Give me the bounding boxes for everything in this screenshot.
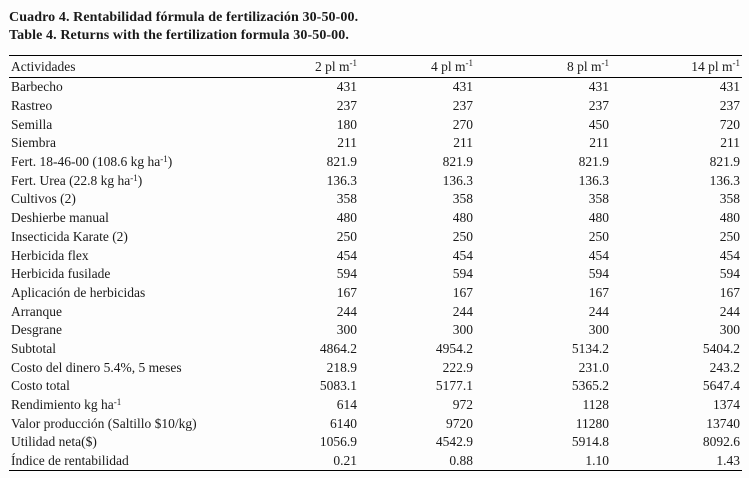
cell-value: 431 bbox=[719, 79, 740, 95]
cell-value: 431 bbox=[588, 79, 609, 95]
cell-value: 11280 bbox=[575, 415, 609, 431]
row-label: Cultivos (2) bbox=[11, 191, 76, 207]
cell-value: 5177.1 bbox=[435, 378, 473, 394]
cell-value: 244 bbox=[336, 303, 357, 319]
table-row bbox=[9, 246, 742, 265]
cell-value: 454 bbox=[719, 247, 740, 263]
table-row bbox=[9, 414, 742, 433]
cell-value: 972 bbox=[452, 397, 473, 413]
table-caption bbox=[9, 9, 741, 44]
cell-value: 231.0 bbox=[578, 359, 609, 375]
cell-value: 237 bbox=[452, 98, 473, 114]
cell-value: 211 bbox=[453, 135, 473, 151]
row-label: Semilla bbox=[11, 116, 53, 132]
cell-value: 358 bbox=[588, 191, 609, 207]
cell-value: 300 bbox=[336, 322, 357, 338]
cell-value: 211 bbox=[589, 135, 609, 151]
cell-value: 5083.1 bbox=[319, 378, 357, 394]
table-row bbox=[9, 134, 742, 153]
table-row bbox=[9, 153, 742, 172]
row-label: Herbicida fusilade bbox=[11, 266, 111, 282]
cell-value: 1128 bbox=[582, 397, 609, 413]
cell-value: 5914.8 bbox=[571, 434, 609, 450]
table-row bbox=[9, 340, 742, 359]
row-label: Subtotal bbox=[11, 340, 57, 356]
cell-value: 4864.2 bbox=[319, 340, 357, 356]
row-label: Arranque bbox=[11, 303, 62, 319]
table-row bbox=[9, 452, 742, 471]
cell-value: 358 bbox=[452, 191, 473, 207]
row-label: Fert. 18-46-00 (108.6 kg $ha^{-1}$) bbox=[11, 154, 173, 170]
cell-value: 244 bbox=[452, 303, 473, 319]
cell-value: 136.3 bbox=[326, 172, 357, 188]
cell-value: 13740 bbox=[706, 415, 740, 431]
cell-value: 270 bbox=[452, 116, 473, 132]
table-row bbox=[9, 265, 742, 284]
cell-value: 480 bbox=[336, 210, 357, 226]
cell-value: 237 bbox=[336, 98, 357, 114]
column-header-plant-density: 8 pl $m^{-1}$ bbox=[566, 58, 609, 74]
cell-value: 454 bbox=[336, 247, 357, 263]
row-label: Utilidad neta($) bbox=[11, 434, 97, 450]
table-row bbox=[9, 228, 742, 247]
cell-value: 136.3 bbox=[578, 172, 609, 188]
cell-value: 480 bbox=[452, 210, 473, 226]
cell-value: 5134.2 bbox=[571, 340, 609, 356]
row-label: Costo total bbox=[11, 378, 70, 394]
table-row bbox=[9, 97, 742, 116]
table-row bbox=[9, 171, 742, 190]
table-row bbox=[9, 396, 742, 415]
cell-value: 300 bbox=[719, 322, 740, 338]
table-row bbox=[9, 321, 742, 340]
cell-value: 244 bbox=[588, 303, 609, 319]
cell-value: 218.9 bbox=[326, 359, 357, 375]
cell-value: 244 bbox=[719, 303, 740, 319]
cell-value: 4542.9 bbox=[435, 434, 473, 450]
table-row bbox=[9, 190, 742, 209]
column-header-plant-density: 14 pl $m^{-1}$ bbox=[691, 58, 740, 74]
cell-value: 5404.2 bbox=[702, 340, 740, 356]
cell-value: 9720 bbox=[446, 415, 473, 431]
row-label: Barbecho bbox=[11, 79, 63, 95]
cell-value: 8092.6 bbox=[702, 434, 740, 450]
cell-value: 1056.9 bbox=[319, 434, 357, 450]
cell-value: 821.9 bbox=[709, 154, 740, 170]
table-row bbox=[9, 284, 742, 303]
cell-value: 594 bbox=[336, 266, 357, 282]
cell-value: 250 bbox=[588, 228, 609, 244]
cell-value: 250 bbox=[336, 228, 357, 244]
row-label: Índice de rentabilidad bbox=[11, 453, 129, 469]
cell-value: 300 bbox=[452, 322, 473, 338]
table-row bbox=[9, 209, 742, 228]
cell-value: 454 bbox=[452, 247, 473, 263]
cell-value: 720 bbox=[719, 116, 740, 132]
cell-value: 5365.2 bbox=[571, 378, 609, 394]
cell-value: 167 bbox=[336, 284, 357, 300]
column-header-plant-density: 4 pl $m^{-1}$ bbox=[430, 58, 473, 74]
cell-value: 237 bbox=[588, 98, 609, 114]
cell-value: 300 bbox=[588, 322, 609, 338]
cell-value: 454 bbox=[588, 247, 609, 263]
cell-value: 136.3 bbox=[709, 172, 740, 188]
cell-value: 222.9 bbox=[442, 359, 473, 375]
column-header-plant-density: 2 pl $m^{-1}$ bbox=[314, 58, 357, 74]
row-label: Aplicación de herbicidas bbox=[11, 284, 146, 300]
row-label: Valor producción (Saltillo $10/kg) bbox=[11, 415, 197, 431]
caption-english: Table 4. Returns with the fertilization formula 30-50-00. bbox=[9, 27, 349, 43]
table-row bbox=[9, 78, 742, 97]
cell-value: 250 bbox=[452, 228, 473, 244]
cell-value: 1.10 bbox=[585, 453, 609, 469]
cell-value: 431 bbox=[336, 79, 357, 95]
cell-value: 211 bbox=[337, 135, 357, 151]
cell-value: 480 bbox=[588, 210, 609, 226]
table-header-row bbox=[9, 56, 742, 78]
cell-value: 1.43 bbox=[716, 453, 740, 469]
cell-value: 6140 bbox=[330, 415, 357, 431]
row-label: Siembra bbox=[11, 135, 56, 151]
cell-value: 358 bbox=[719, 191, 740, 207]
cell-value: 821.9 bbox=[578, 154, 609, 170]
cell-value: 5647.4 bbox=[702, 378, 740, 394]
row-label: Desgrane bbox=[11, 322, 62, 338]
cell-value: 167 bbox=[719, 284, 740, 300]
cell-value: 594 bbox=[588, 266, 609, 282]
table-row bbox=[9, 377, 742, 396]
table-row bbox=[9, 302, 742, 321]
cell-value: 614 bbox=[336, 397, 357, 413]
cell-value: 1374 bbox=[713, 397, 740, 413]
cell-value: 4954.2 bbox=[435, 340, 473, 356]
row-label: Rastreo bbox=[11, 98, 53, 114]
table-row bbox=[9, 433, 742, 452]
row-label: Herbicida flex bbox=[11, 247, 89, 263]
cell-value: 821.9 bbox=[326, 154, 357, 170]
cell-value: 594 bbox=[452, 266, 473, 282]
cell-value: 250 bbox=[719, 228, 740, 244]
cell-value: 0.21 bbox=[333, 453, 357, 469]
cell-value: 480 bbox=[719, 210, 740, 226]
cell-value: 243.2 bbox=[709, 359, 740, 375]
cell-value: 594 bbox=[719, 266, 740, 282]
cell-value: 136.3 bbox=[442, 172, 473, 188]
table-row bbox=[9, 358, 742, 377]
cell-value: 358 bbox=[336, 191, 357, 207]
cell-value: 211 bbox=[720, 135, 740, 151]
row-label: Deshierbe manual bbox=[11, 210, 109, 226]
table-row bbox=[9, 115, 742, 134]
cell-value: 821.9 bbox=[442, 154, 473, 170]
cell-value: 237 bbox=[719, 98, 740, 114]
row-label: Costo del dinero 5.4%, 5 meses bbox=[11, 359, 182, 375]
cell-value: 167 bbox=[588, 284, 609, 300]
row-label: Rendimiento kg $ha^{-1}$ bbox=[11, 396, 122, 413]
cell-value: 450 bbox=[588, 116, 609, 132]
row-label: Fert. Urea (22.8 kg $ha^{-1}$) bbox=[11, 172, 143, 188]
column-header-actividades: Actividades bbox=[11, 58, 76, 74]
cell-value: 167 bbox=[452, 284, 473, 300]
fertilization-returns-table bbox=[9, 55, 742, 471]
cell-value: 180 bbox=[336, 116, 357, 132]
cell-value: 0.88 bbox=[449, 453, 473, 469]
caption-spanish: Cuadro 4. Rentabilidad fórmula de fertilización 30-50-00. bbox=[9, 10, 359, 25]
cell-value: 431 bbox=[452, 79, 473, 95]
row-label: Insecticida Karate (2) bbox=[11, 228, 128, 244]
